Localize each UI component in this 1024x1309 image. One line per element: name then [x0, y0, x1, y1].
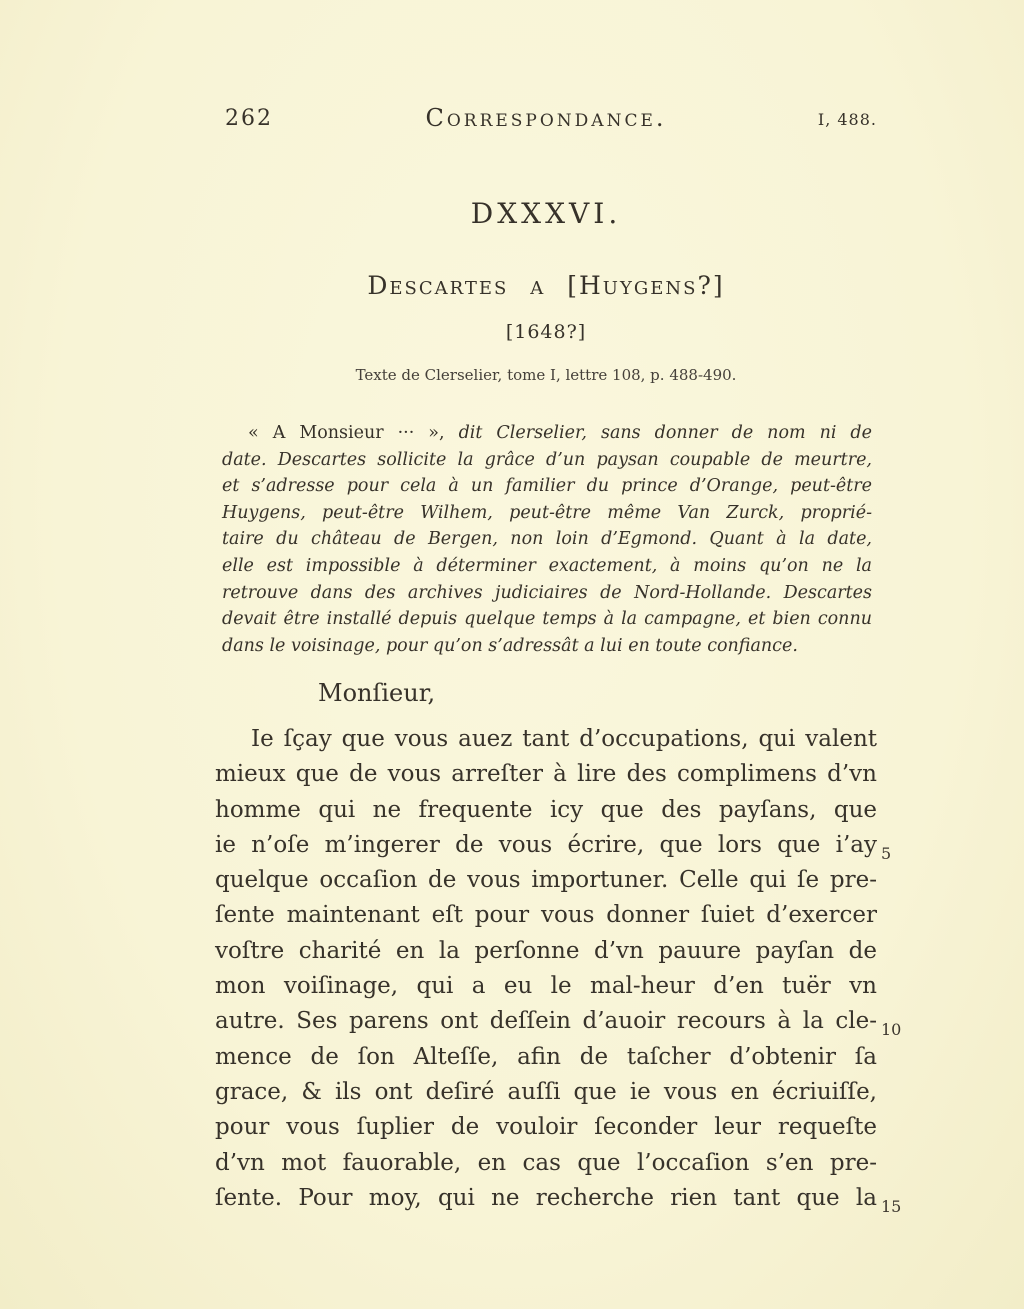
- salutation: Monſieur,: [318, 679, 436, 707]
- body-line-text: ſente. Pour moy, qui ne recherche rien tant que la: [215, 1184, 877, 1211]
- body-line-text: autre. Ses parens ont deſſein d’auoir recours à la cle-: [215, 1008, 877, 1035]
- page-header: [215, 104, 877, 136]
- body-line: [215, 863, 877, 898]
- body-line-text: ie n’oſe m’ingerer de vous écrire, que lors que i’ay: [215, 831, 877, 858]
- body-line: [215, 793, 877, 828]
- editorial-note-line: devait être installé depuis quelque temps à la campagne, et bien connu: [222, 609, 872, 630]
- body-line: [215, 969, 877, 1004]
- editorial-note: [222, 420, 872, 659]
- editorial-note-line: dans le voisinage, pour qu’on s’adressât a lui en toute confiance.: [222, 635, 798, 656]
- body-line-text: voſtre charité en la perſonne d’vn pauure payſan de: [215, 937, 877, 964]
- body-line: [215, 898, 877, 933]
- letter-date: [1648?]: [505, 321, 587, 343]
- body-line-text: pour vous ſuplier de vouloir ſeconder leur requeſte: [215, 1114, 877, 1141]
- body-line-text: mence de ſon Alteſſe, afin de taſcher d’obtenir ſa: [215, 1043, 877, 1070]
- body-line: [215, 757, 877, 792]
- body-line: [215, 1181, 902, 1216]
- body-line: [215, 934, 877, 969]
- margin-line-number: 5: [881, 843, 892, 863]
- editorial-note-text: dit Clerselier, sans donner de nom ni de: [458, 423, 872, 443]
- quoted-address: « A Monsieur ··· »,: [248, 423, 459, 443]
- volume-page-reference: I, 488.: [817, 110, 877, 129]
- body-line: [215, 828, 892, 863]
- body-line-text: mon voiſinage, qui a eu le mal-heur d’en tuër vn: [215, 973, 877, 1000]
- body-line-text: d’vn mot fauorable, en cas que l’occaſion s’en pre-: [215, 1149, 877, 1176]
- letter-heading: Descartes a [Huygens?]: [367, 271, 725, 300]
- editorial-note-line: [222, 420, 872, 447]
- body-line-text: homme qui ne frequente icy que des payſans, que: [215, 796, 877, 823]
- body-line-text: mieux que de vous arreſter à lire des complimens d’vn: [215, 761, 877, 788]
- body-line-text: Ie ſçay que vous auez tant d’occupations, qui valent: [251, 726, 877, 752]
- body-line-text: ſente maintenant eſt pour vous donner ſuiet d’exercer: [215, 902, 877, 929]
- body-line: [215, 1004, 902, 1040]
- editorial-note-line: et s’adresse pour cela à un familier du prince d’Orange, peut-être: [222, 476, 872, 497]
- page-number: 262: [225, 106, 273, 131]
- editorial-note-line: taire du château de Bergen, non loin d’Egmond. Quant à la date,: [222, 529, 872, 550]
- letter-body: [215, 722, 902, 1216]
- body-line: [215, 1075, 877, 1110]
- editorial-note-line: date. Descartes sollicite la grâce d’un paysan coupable de meurtre,: [222, 449, 872, 470]
- body-line: [215, 722, 877, 757]
- body-line-text: quelque occaſion de vous importuner. Celle qui ſe pre-: [215, 867, 877, 894]
- body-line-text: grace, & ils ont deſiré auſſi que ie vous en écriuiſſe,: [215, 1078, 877, 1105]
- body-line: [215, 1040, 877, 1075]
- editorial-note-line: elle est impossible à déterminer exactement, à moins qu’on ne la: [222, 555, 872, 576]
- margin-line-number: 15: [881, 1196, 902, 1216]
- margin-line-number: 10: [881, 1020, 902, 1040]
- body-line: [215, 1146, 877, 1181]
- editorial-note-line: retrouve dans des archives judiciaires de Nord-Hollande. Descartes: [222, 582, 872, 603]
- body-line: [215, 1110, 877, 1145]
- letter-number: DXXXVI.: [470, 197, 622, 230]
- running-title: Correspondance.: [425, 104, 667, 132]
- source-note: Texte de Clerselier, tome I, lettre 108, p. 488-490.: [355, 366, 737, 384]
- editorial-note-line: Huygens, peut-être Wilhem, peut-être même Van Zurck, proprié-: [222, 502, 872, 523]
